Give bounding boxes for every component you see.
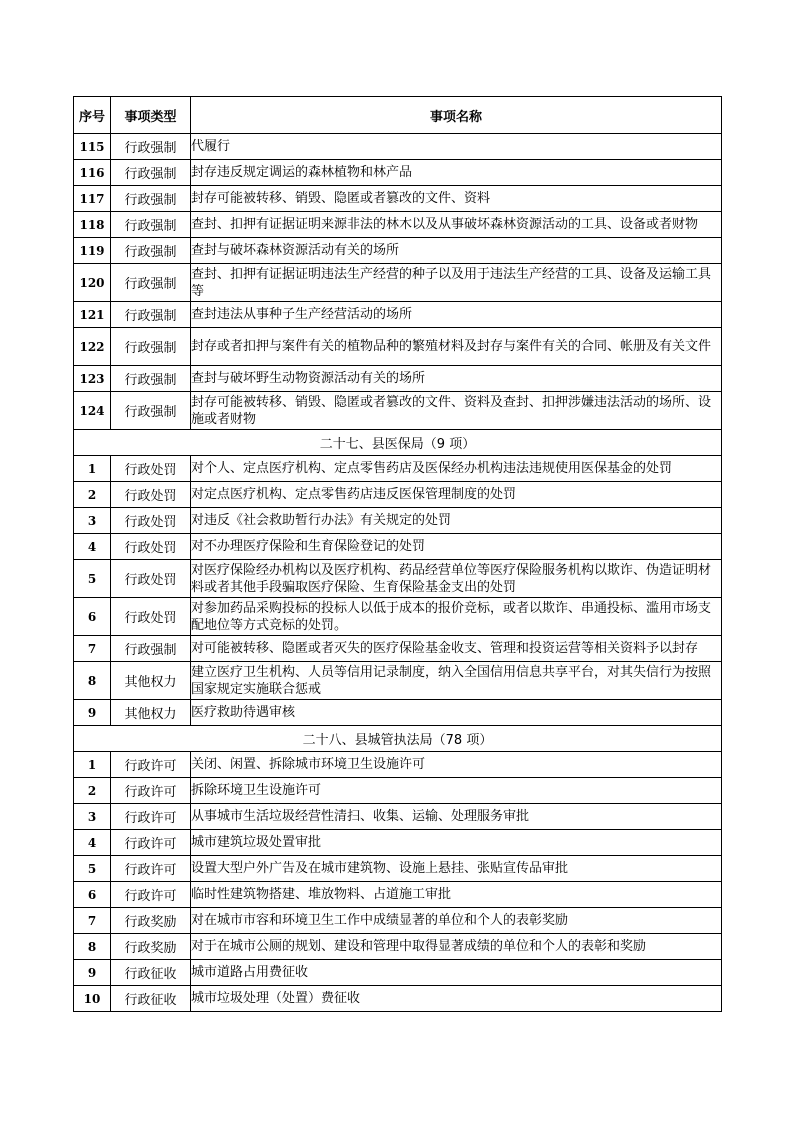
row-no: 119 bbox=[74, 238, 111, 264]
row-type: 行政强制 bbox=[111, 366, 191, 392]
table-row bbox=[74, 238, 722, 264]
row-no: 10 bbox=[74, 986, 111, 1012]
table-row bbox=[74, 482, 722, 508]
row-name: 临时性建筑物搭建、堆放物料、占道施工审批 bbox=[191, 882, 722, 908]
row-type: 行政许可 bbox=[111, 830, 191, 856]
row-name: 城市道路占用费征收 bbox=[191, 960, 722, 986]
row-no: 6 bbox=[74, 882, 111, 908]
row-name: 对可能被转移、隐匿或者灭失的医疗保险基金收支、管理和投资运营等相关资料予以封存 bbox=[191, 636, 722, 662]
row-name: 对不办理医疗保险和生育保险登记的处罚 bbox=[191, 534, 722, 560]
table-row bbox=[74, 700, 722, 726]
header-type: 事项类型 bbox=[111, 97, 191, 134]
table-header-row bbox=[74, 97, 722, 134]
row-name: 城市建筑垃圾处置审批 bbox=[191, 830, 722, 856]
row-type: 行政许可 bbox=[111, 778, 191, 804]
row-type: 行政许可 bbox=[111, 882, 191, 908]
row-type: 行政处罚 bbox=[111, 534, 191, 560]
row-name: 从事城市生活垃圾经营性清扫、收集、运输、处理服务审批 bbox=[191, 804, 722, 830]
row-name: 建立医疗卫生机构、人员等信用记录制度，纳入全国信用信息共享平台，对其失信行为按照国家规定实施联合惩戒 bbox=[191, 662, 722, 700]
header-name: 事项名称 bbox=[191, 97, 722, 134]
row-name: 查封、扣押有证据证明违法生产经营的种子以及用于违法生产经营的工具、设备及运输工具等 bbox=[191, 264, 722, 302]
row-name: 对在城市市容和环境卫生工作中成绩显著的单位和个人的表彰奖励 bbox=[191, 908, 722, 934]
table-row bbox=[74, 328, 722, 366]
row-type: 行政处罚 bbox=[111, 482, 191, 508]
row-name: 查封违法从事种子生产经营活动的场所 bbox=[191, 302, 722, 328]
table-row bbox=[74, 662, 722, 700]
table-row bbox=[74, 186, 722, 212]
row-no: 5 bbox=[74, 856, 111, 882]
row-no: 7 bbox=[74, 636, 111, 662]
table-row bbox=[74, 534, 722, 560]
row-no: 115 bbox=[74, 134, 111, 160]
table-row bbox=[74, 160, 722, 186]
row-no: 4 bbox=[74, 830, 111, 856]
row-no: 6 bbox=[74, 598, 111, 636]
row-no: 2 bbox=[74, 778, 111, 804]
row-name: 对违反《社会救助暂行办法》有关规定的处罚 bbox=[191, 508, 722, 534]
table-row bbox=[74, 908, 722, 934]
table-row bbox=[74, 456, 722, 482]
row-no: 7 bbox=[74, 908, 111, 934]
table-row bbox=[74, 778, 722, 804]
row-name: 查封与破坏森林资源活动有关的场所 bbox=[191, 238, 722, 264]
row-type: 其他权力 bbox=[111, 662, 191, 700]
table-row bbox=[74, 934, 722, 960]
table-row bbox=[74, 264, 722, 302]
row-name: 关闭、闲置、拆除城市环境卫生设施许可 bbox=[191, 752, 722, 778]
row-type: 行政强制 bbox=[111, 134, 191, 160]
table-row bbox=[74, 830, 722, 856]
table-row bbox=[74, 508, 722, 534]
row-name: 拆除环境卫生设施许可 bbox=[191, 778, 722, 804]
row-no: 118 bbox=[74, 212, 111, 238]
row-name: 封存违反规定调运的森林植物和林产品 bbox=[191, 160, 722, 186]
row-no: 117 bbox=[74, 186, 111, 212]
row-no: 2 bbox=[74, 482, 111, 508]
row-name: 对定点医疗机构、定点零售药店违反医保管理制度的处罚 bbox=[191, 482, 722, 508]
row-no: 9 bbox=[74, 960, 111, 986]
table-row bbox=[74, 804, 722, 830]
row-no: 8 bbox=[74, 934, 111, 960]
authority-table bbox=[73, 96, 722, 1012]
row-no: 9 bbox=[74, 700, 111, 726]
table-row bbox=[74, 856, 722, 882]
row-name: 对个人、定点医疗机构、定点零售药店及医保经办机构违法违规使用医保基金的处罚 bbox=[191, 456, 722, 482]
row-name: 对参加药品采购投标的投标人以低于成本的报价竞标，或者以欺诈、串通投标、滥用市场支配地位等方式竞标的处罚。 bbox=[191, 598, 722, 636]
table-row bbox=[74, 212, 722, 238]
section-title-urban-management: 二十八、县城管执法局（78 项） bbox=[74, 726, 722, 752]
row-type: 行政强制 bbox=[111, 392, 191, 430]
row-no: 122 bbox=[74, 328, 111, 366]
row-type: 行政征收 bbox=[111, 986, 191, 1012]
row-no: 121 bbox=[74, 302, 111, 328]
row-name: 城市垃圾处理（处置）费征收 bbox=[191, 986, 722, 1012]
table-row bbox=[74, 134, 722, 160]
table-row bbox=[74, 560, 722, 598]
row-no: 1 bbox=[74, 456, 111, 482]
header-seq: 序号 bbox=[74, 97, 111, 134]
row-no: 116 bbox=[74, 160, 111, 186]
row-type: 行政许可 bbox=[111, 856, 191, 882]
table-row bbox=[74, 882, 722, 908]
row-no: 123 bbox=[74, 366, 111, 392]
row-type: 行政强制 bbox=[111, 328, 191, 366]
row-no: 120 bbox=[74, 264, 111, 302]
row-no: 1 bbox=[74, 752, 111, 778]
section-row bbox=[74, 430, 722, 456]
row-type: 行政处罚 bbox=[111, 598, 191, 636]
row-type: 行政征收 bbox=[111, 960, 191, 986]
row-name: 封存或者扣押与案件有关的植物品种的繁殖材料及封存与案件有关的合同、帐册及有关文件 bbox=[191, 328, 722, 366]
table-row bbox=[74, 598, 722, 636]
table-row bbox=[74, 302, 722, 328]
row-type: 行政强制 bbox=[111, 238, 191, 264]
row-type: 行政强制 bbox=[111, 302, 191, 328]
section-row bbox=[74, 726, 722, 752]
row-type: 行政强制 bbox=[111, 186, 191, 212]
row-no: 3 bbox=[74, 804, 111, 830]
table-row bbox=[74, 960, 722, 986]
table-row bbox=[74, 986, 722, 1012]
row-type: 行政强制 bbox=[111, 160, 191, 186]
row-type: 行政强制 bbox=[111, 264, 191, 302]
table-row bbox=[74, 366, 722, 392]
table-row bbox=[74, 392, 722, 430]
row-name: 封存可能被转移、销毁、隐匿或者篡改的文件、资料及查封、扣押涉嫌违法活动的场所、设施或者财物 bbox=[191, 392, 722, 430]
row-type: 行政强制 bbox=[111, 212, 191, 238]
row-name: 对医疗保险经办机构以及医疗机构、药品经营单位等医疗保险服务机构以欺诈、伪造证明材料或者其他手段骗取医疗保险、生育保险基金支出的处罚 bbox=[191, 560, 722, 598]
row-name: 查封与破坏野生动物资源活动有关的场所 bbox=[191, 366, 722, 392]
row-no: 4 bbox=[74, 534, 111, 560]
row-type: 行政许可 bbox=[111, 752, 191, 778]
row-type: 行政许可 bbox=[111, 804, 191, 830]
row-name: 查封、扣押有证据证明来源非法的林木以及从事破坏森林资源活动的工具、设备或者财物 bbox=[191, 212, 722, 238]
row-type: 行政奖励 bbox=[111, 934, 191, 960]
row-name: 医疗救助待遇审核 bbox=[191, 700, 722, 726]
row-name: 封存可能被转移、销毁、隐匿或者篡改的文件、资料 bbox=[191, 186, 722, 212]
row-no: 8 bbox=[74, 662, 111, 700]
row-name: 设置大型户外广告及在城市建筑物、设施上悬挂、张贴宣传品审批 bbox=[191, 856, 722, 882]
table-row bbox=[74, 636, 722, 662]
row-name: 对于在城市公厕的规划、建设和管理中取得显著成绩的单位和个人的表彰和奖励 bbox=[191, 934, 722, 960]
row-type: 行政奖励 bbox=[111, 908, 191, 934]
section-title-medical-insurance: 二十七、县医保局（9 项） bbox=[74, 430, 722, 456]
row-no: 124 bbox=[74, 392, 111, 430]
table-row bbox=[74, 752, 722, 778]
row-type: 其他权力 bbox=[111, 700, 191, 726]
row-no: 5 bbox=[74, 560, 111, 598]
row-type: 行政处罚 bbox=[111, 560, 191, 598]
row-type: 行政强制 bbox=[111, 636, 191, 662]
row-no: 3 bbox=[74, 508, 111, 534]
row-name: 代履行 bbox=[191, 134, 722, 160]
row-type: 行政处罚 bbox=[111, 456, 191, 482]
row-type: 行政处罚 bbox=[111, 508, 191, 534]
